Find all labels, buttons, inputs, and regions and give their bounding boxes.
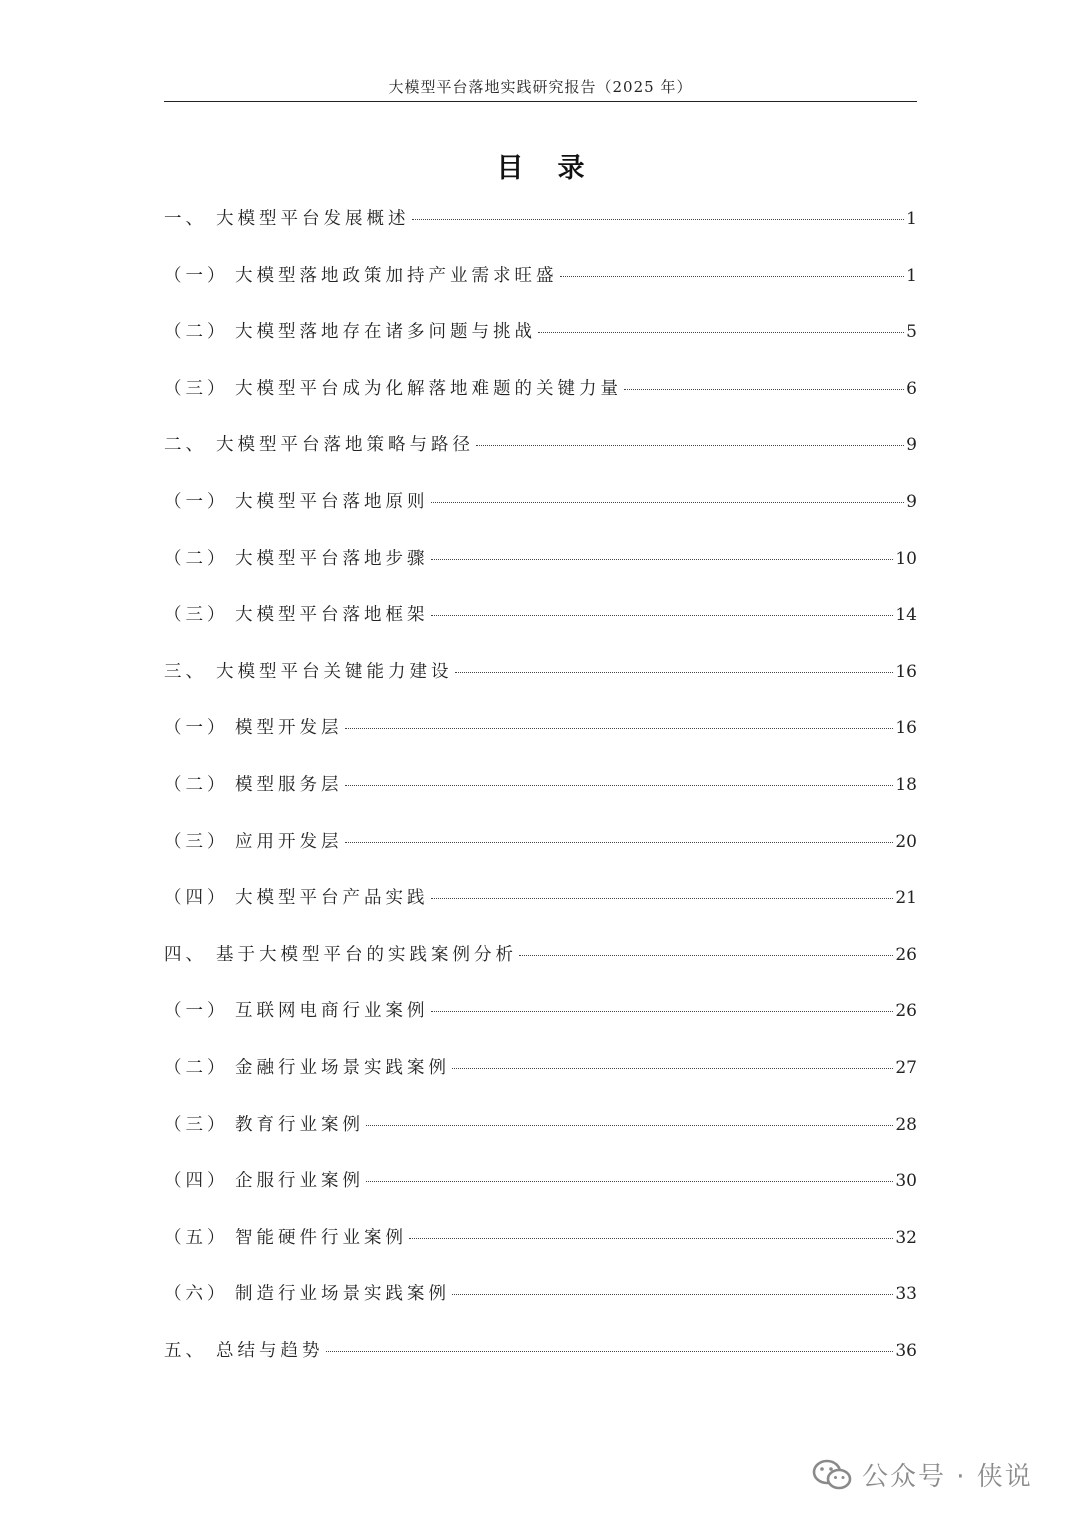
toc-entry-number: （四） bbox=[164, 888, 229, 909]
toc-dot-leader bbox=[431, 1007, 894, 1012]
toc-dot-leader bbox=[366, 1121, 893, 1126]
toc-entry-title: 大模型平台落地原则 bbox=[235, 491, 429, 512]
toc-dot-leader bbox=[345, 724, 894, 729]
toc-entry-number: （三） bbox=[164, 378, 229, 399]
toc-entry[interactable] bbox=[164, 424, 917, 481]
toc-dot-leader bbox=[431, 611, 894, 616]
toc-entry-title: 大模型平台落地策略与路径 bbox=[216, 435, 474, 456]
toc-entry-number: （二） bbox=[164, 774, 229, 795]
toc-entry-page: 36 bbox=[895, 1340, 917, 1361]
toc-entry[interactable] bbox=[164, 368, 917, 425]
toc-entry-page: 16 bbox=[895, 718, 917, 739]
watermark-text: 公众号 · 侠说 bbox=[862, 1462, 1033, 1492]
toc-entry-page: 26 bbox=[895, 1001, 917, 1022]
toc-entry-number: （一） bbox=[164, 265, 229, 286]
toc-entry[interactable] bbox=[164, 1104, 917, 1161]
toc-entry-number: （六） bbox=[164, 1284, 229, 1305]
table-of-contents bbox=[164, 198, 917, 1386]
toc-entry-number: （一） bbox=[164, 491, 229, 512]
toc-entry-number: 一、 bbox=[164, 209, 207, 229]
toc-entry-title: 教育行业案例 bbox=[235, 1114, 364, 1135]
toc-dot-leader bbox=[366, 1177, 893, 1182]
toc-dot-leader bbox=[519, 951, 893, 956]
toc-entry-title: 大模型平台落地步骤 bbox=[235, 548, 429, 569]
toc-dot-leader bbox=[452, 1290, 893, 1295]
toc-entry-page: 9 bbox=[906, 435, 917, 456]
toc-entry[interactable] bbox=[164, 1160, 917, 1217]
toc-entry-page: 18 bbox=[895, 774, 917, 795]
toc-entry[interactable] bbox=[164, 934, 917, 991]
toc-entry-title: 制造行业场景实践案例 bbox=[235, 1284, 450, 1305]
toc-entry-page: 32 bbox=[895, 1227, 917, 1248]
toc-entry-page: 9 bbox=[906, 491, 917, 512]
toc-dot-leader bbox=[455, 668, 894, 673]
running-header: 大模型平台落地实践研究报告（2025 年） bbox=[388, 78, 693, 96]
toc-entry[interactable] bbox=[164, 481, 917, 538]
toc-entry-title: 大模型落地政策加持产业需求旺盛 bbox=[235, 265, 558, 286]
toc-entry-title: 大模型平台发展概述 bbox=[216, 209, 410, 229]
toc-entry-title: 模型服务层 bbox=[235, 774, 343, 795]
toc-entry[interactable] bbox=[164, 1217, 917, 1274]
toc-entry[interactable] bbox=[164, 707, 917, 764]
toc-entry-number: （一） bbox=[164, 1001, 229, 1022]
toc-entry-title: 大模型平台关键能力建设 bbox=[216, 661, 453, 682]
toc-entry-page: 1 bbox=[906, 209, 917, 229]
toc-dot-leader bbox=[431, 498, 905, 503]
toc-entry-title: 企服行业案例 bbox=[235, 1171, 364, 1192]
wechat-icon bbox=[812, 1459, 852, 1491]
toc-dot-leader bbox=[431, 555, 894, 560]
toc-entry-number: （二） bbox=[164, 1057, 229, 1078]
toc-entry-number: （二） bbox=[164, 322, 229, 343]
toc-entry[interactable] bbox=[164, 1047, 917, 1104]
toc-entry-number: （四） bbox=[164, 1171, 229, 1192]
toc-entry-page: 26 bbox=[895, 944, 917, 965]
toc-entry-number: 三、 bbox=[164, 661, 207, 682]
toc-dot-leader bbox=[345, 781, 894, 786]
toc-entry[interactable] bbox=[164, 311, 917, 368]
toc-entry-number: （五） bbox=[164, 1227, 229, 1248]
toc-entry[interactable] bbox=[164, 1273, 917, 1330]
toc-entry-title: 大模型平台落地框架 bbox=[235, 605, 429, 626]
toc-dot-leader bbox=[326, 1347, 894, 1352]
toc-entry[interactable] bbox=[164, 651, 917, 708]
toc-dot-leader bbox=[476, 441, 904, 446]
toc-entry[interactable] bbox=[164, 821, 917, 878]
toc-dot-leader bbox=[452, 1064, 893, 1069]
toc-entry-number: 二、 bbox=[164, 435, 207, 456]
toc-entry-number: （三） bbox=[164, 831, 229, 852]
toc-entry-title: 大模型平台产品实践 bbox=[235, 888, 429, 909]
toc-entry-title: 基于大模型平台的实践案例分析 bbox=[216, 944, 517, 965]
toc-dot-leader bbox=[412, 215, 905, 220]
toc-entry-page: 20 bbox=[895, 831, 917, 852]
toc-entry-page: 21 bbox=[895, 888, 917, 909]
toc-entry-number: （一） bbox=[164, 718, 229, 739]
toc-entry-number: 五、 bbox=[164, 1340, 207, 1361]
toc-dot-leader bbox=[345, 838, 894, 843]
toc-entry-page: 14 bbox=[895, 605, 917, 626]
toc-entry-title: 金融行业场景实践案例 bbox=[235, 1057, 450, 1078]
toc-entry-number: （二） bbox=[164, 548, 229, 569]
toc-entry-page: 16 bbox=[895, 661, 917, 682]
page-title: 目录 bbox=[496, 153, 619, 184]
toc-dot-leader bbox=[409, 1234, 893, 1239]
toc-entry-number: （三） bbox=[164, 1114, 229, 1135]
toc-entry-page: 6 bbox=[906, 378, 917, 399]
toc-entry-title: 互联网电商行业案例 bbox=[235, 1001, 429, 1022]
toc-dot-leader bbox=[538, 328, 904, 333]
toc-entry[interactable] bbox=[164, 1330, 917, 1387]
toc-entry-page: 30 bbox=[895, 1171, 917, 1192]
toc-entry-page: 5 bbox=[906, 322, 917, 343]
toc-entry[interactable] bbox=[164, 255, 917, 312]
toc-dot-leader bbox=[560, 272, 905, 277]
toc-entry[interactable] bbox=[164, 538, 917, 595]
toc-entry[interactable] bbox=[164, 990, 917, 1047]
toc-entry-page: 10 bbox=[895, 548, 917, 569]
toc-dot-leader bbox=[431, 894, 894, 899]
toc-entry[interactable] bbox=[164, 198, 917, 255]
header-divider bbox=[164, 101, 917, 102]
toc-entry-title: 大模型落地存在诸多问题与挑战 bbox=[235, 322, 536, 343]
toc-entry-title: 总结与趋势 bbox=[216, 1340, 324, 1361]
toc-entry-title: 智能硬件行业案例 bbox=[235, 1227, 407, 1248]
toc-entry[interactable] bbox=[164, 764, 917, 821]
toc-entry[interactable] bbox=[164, 877, 917, 934]
toc-entry-page: 28 bbox=[895, 1114, 917, 1135]
toc-entry-page: 27 bbox=[895, 1057, 917, 1078]
toc-entry-page: 1 bbox=[906, 265, 917, 286]
toc-dot-leader bbox=[624, 385, 904, 390]
toc-entry-title: 模型开发层 bbox=[235, 718, 343, 739]
toc-entry-title: 应用开发层 bbox=[235, 831, 343, 852]
watermark bbox=[812, 1456, 1033, 1493]
toc-entry-number: （三） bbox=[164, 605, 229, 626]
toc-entry-number: 四、 bbox=[164, 944, 207, 965]
toc-entry-title: 大模型平台成为化解落地难题的关键力量 bbox=[235, 378, 622, 399]
toc-entry-page: 33 bbox=[895, 1284, 917, 1305]
toc-entry[interactable] bbox=[164, 594, 917, 651]
